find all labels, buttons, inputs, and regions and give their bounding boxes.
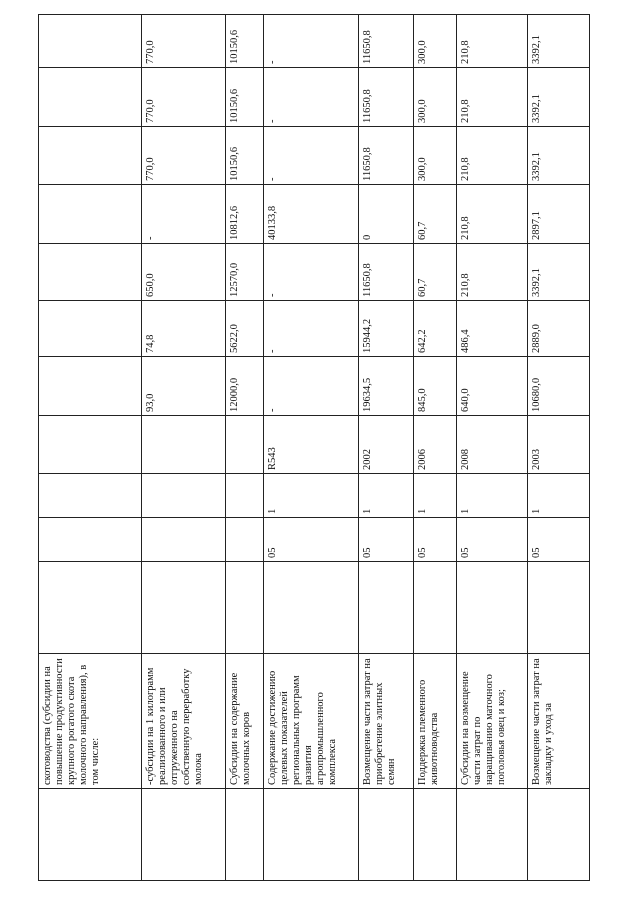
amount-cell: 11650,8 [359, 15, 414, 68]
code-cell: 05 [457, 518, 528, 562]
amount-cell: 2897,1 [528, 185, 590, 244]
amount-cell: 3392,1 [528, 127, 590, 185]
code-cell: 2008 [457, 416, 528, 474]
code-cell [528, 562, 590, 654]
amount-cell: - [264, 244, 359, 301]
amount-cell: - [142, 185, 226, 244]
amount-cell [39, 301, 142, 357]
amount-cell: 10812,6 [226, 185, 264, 244]
amount-cell: 210,8 [457, 127, 528, 185]
amount-cell [39, 68, 142, 127]
amount-cell: 60,7 [414, 244, 457, 301]
code-cell: 05 [359, 518, 414, 562]
amount-cell: 10150,6 [226, 68, 264, 127]
amount-cell: - [264, 68, 359, 127]
amount-cell: 210,8 [457, 185, 528, 244]
code-cell [39, 518, 142, 562]
amount-cell: 486,4 [457, 301, 528, 357]
amount-cell: 3392,1 [528, 15, 590, 68]
amount-cell: 845,0 [414, 357, 457, 416]
amount-cell: 5622,0 [226, 301, 264, 357]
code-cell [226, 416, 264, 474]
amount-cell [39, 185, 142, 244]
code-cell [39, 416, 142, 474]
amount-cell: 210,8 [457, 244, 528, 301]
amount-cell: 11650,8 [359, 244, 414, 301]
row-name-cell: Субсидии на содержание молочных коров [226, 654, 264, 789]
table-row [359, 15, 414, 881]
code-cell [457, 562, 528, 654]
code-cell [359, 562, 414, 654]
amount-cell: - [264, 357, 359, 416]
amount-cell: 300,0 [414, 127, 457, 185]
amount-cell [39, 357, 142, 416]
amount-cell: 770,0 [142, 15, 226, 68]
amount-cell: 0 [359, 185, 414, 244]
row-name-cell: Содержание достижению целевых показателей региональных программ развития агропромышленного комплекса [264, 654, 359, 789]
code-cell: 2002 [359, 416, 414, 474]
amount-cell: 210,8 [457, 15, 528, 68]
amount-cell: 770,0 [142, 68, 226, 127]
code-cell [142, 474, 226, 518]
row-name-cell: Субсидии на возмещение части затрат по наращиванию маточного поголовья овец и коз; [457, 654, 528, 789]
amount-cell: - [264, 301, 359, 357]
amount-cell: - [264, 15, 359, 68]
amount-cell: 74,8 [142, 301, 226, 357]
amount-cell: 12000,0 [226, 357, 264, 416]
row-name-cell: Возмещение части затрат на приобретение элитных семян [359, 654, 414, 789]
rotated-budget-page [38, 15, 589, 881]
amount-cell [39, 127, 142, 185]
amount-cell: 3392,1 [528, 244, 590, 301]
row-number-cell [264, 789, 359, 881]
table-row [414, 15, 457, 881]
row-number-cell [457, 789, 528, 881]
amount-cell: 770,0 [142, 127, 226, 185]
code-cell: 1 [264, 474, 359, 518]
code-cell: 05 [414, 518, 457, 562]
code-cell: 1 [457, 474, 528, 518]
code-cell [226, 562, 264, 654]
code-cell: 05 [528, 518, 590, 562]
amount-cell: 60,7 [414, 185, 457, 244]
code-cell: 2006 [414, 416, 457, 474]
row-name-cell: скотоводства (субсидии на повышение продуктивности крупного рогатого скота молочного направления), в том числе: [39, 654, 142, 789]
row-name-cell: Возмещение части затрат на закладку и уход за [528, 654, 590, 789]
code-cell [142, 416, 226, 474]
table-row [528, 15, 590, 881]
code-cell [264, 562, 359, 654]
code-cell: R543 [264, 416, 359, 474]
amount-cell: 11650,8 [359, 68, 414, 127]
table-row [39, 15, 142, 881]
table-row [142, 15, 226, 881]
code-cell [414, 562, 457, 654]
code-cell: 1 [528, 474, 590, 518]
amount-cell: 650,0 [142, 244, 226, 301]
amount-cell [39, 244, 142, 301]
row-name-cell: Поддержка племенного животноводства [414, 654, 457, 789]
row-number-cell [226, 789, 264, 881]
amount-cell: 2889,0 [528, 301, 590, 357]
table-row [457, 15, 528, 881]
code-cell: 05 [264, 518, 359, 562]
amount-cell: 93,0 [142, 357, 226, 416]
row-number-cell [359, 789, 414, 881]
amount-cell: 19634,5 [359, 357, 414, 416]
row-name-cell: -субсидии на 1 килограмм реализованного и или отгруженного на собственную переработку молока [142, 654, 226, 789]
amount-cell: 10150,6 [226, 127, 264, 185]
amount-cell: 10680,0 [528, 357, 590, 416]
amount-cell: 15944,2 [359, 301, 414, 357]
amount-cell: 210,8 [457, 68, 528, 127]
amount-cell: 640,0 [457, 357, 528, 416]
code-cell: 2003 [528, 416, 590, 474]
amount-cell: 300,0 [414, 15, 457, 68]
table-row [226, 15, 264, 881]
amount-cell: 10150,6 [226, 15, 264, 68]
amount-cell: 642,2 [414, 301, 457, 357]
row-number-cell [39, 789, 142, 881]
table-row [264, 15, 359, 881]
row-number-cell [528, 789, 590, 881]
row-number-cell [142, 789, 226, 881]
code-cell [142, 518, 226, 562]
code-cell [226, 518, 264, 562]
amount-cell: 40133,8 [264, 185, 359, 244]
amount-cell: - [264, 127, 359, 185]
amount-cell: 3392,1 [528, 68, 590, 127]
code-cell [39, 562, 142, 654]
code-cell [142, 562, 226, 654]
amount-cell: 11650,8 [359, 127, 414, 185]
code-cell [226, 474, 264, 518]
row-number-cell [414, 789, 457, 881]
code-cell: 1 [414, 474, 457, 518]
amount-cell [39, 15, 142, 68]
amount-cell: 12570,0 [226, 244, 264, 301]
amount-cell: 300,0 [414, 68, 457, 127]
code-cell: 1 [359, 474, 414, 518]
code-cell [39, 474, 142, 518]
budget-table [38, 14, 590, 881]
